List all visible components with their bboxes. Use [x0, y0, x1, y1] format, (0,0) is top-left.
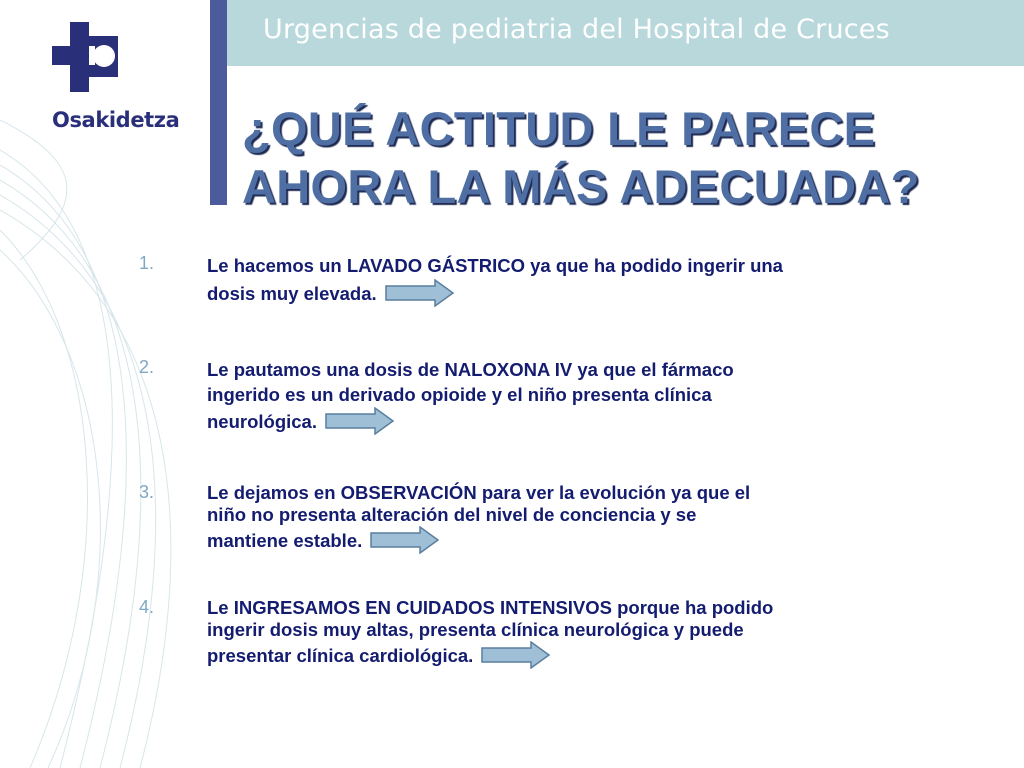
headline-line: ¿QUÉ ACTITUD LE PARECE: [242, 102, 876, 155]
option-text: [207, 357, 957, 435]
option-line: Le INGRESAMOS EN CUIDADOS INTENSIVOS porque ha podido: [207, 597, 774, 618]
header-band: [227, 0, 1024, 66]
osakidetza-logo: [52, 22, 192, 142]
option-line: Le pautamos una dosis de NALOXONA IV ya que el fármaco: [207, 359, 734, 380]
option-line: ingerido es un derivado opioide y el niño presenta clínica: [207, 384, 712, 405]
option-text: [207, 482, 957, 554]
option-line: Le hacemos un LAVADO GÁSTRICO ya que ha podido ingerir una: [207, 255, 783, 276]
slide-headline: [242, 100, 1002, 216]
right-arrow-icon[interactable]: [385, 279, 455, 307]
option-text: [207, 253, 957, 307]
right-arrow-icon[interactable]: [370, 526, 440, 554]
option-number: 1.: [139, 253, 155, 273]
option-number: 2.: [139, 357, 155, 377]
right-arrow-icon[interactable]: [481, 641, 551, 669]
option-line: presentar clínica cardiológica.: [207, 641, 957, 669]
option-line: mantiene estable.: [207, 526, 957, 554]
option-number: 3.: [139, 482, 155, 502]
option-line: dosis muy elevada.: [207, 279, 957, 307]
option-text: [207, 597, 957, 669]
header-title: Urgencias de pediatria del Hospital de Cruces: [263, 14, 890, 45]
logo-text: Osakidetza: [52, 108, 180, 132]
option-line: Le dejamos en OBSERVACIÓN para ver la evolución ya que el: [207, 482, 751, 503]
option-number: 4.: [139, 597, 155, 617]
option-line: neurológica.: [207, 407, 957, 435]
right-arrow-icon[interactable]: [325, 407, 395, 435]
option-line: niño no presenta alteración del nivel de conciencia y se: [207, 504, 697, 525]
headline-line: AHORA LA MÁS ADECUADA?: [242, 160, 920, 213]
vertical-accent-bar: [210, 0, 227, 205]
osakidetza-cross-logo-icon: [52, 22, 118, 92]
option-line: ingerir dosis muy altas, presenta clínica neurológica y puede: [207, 619, 744, 640]
